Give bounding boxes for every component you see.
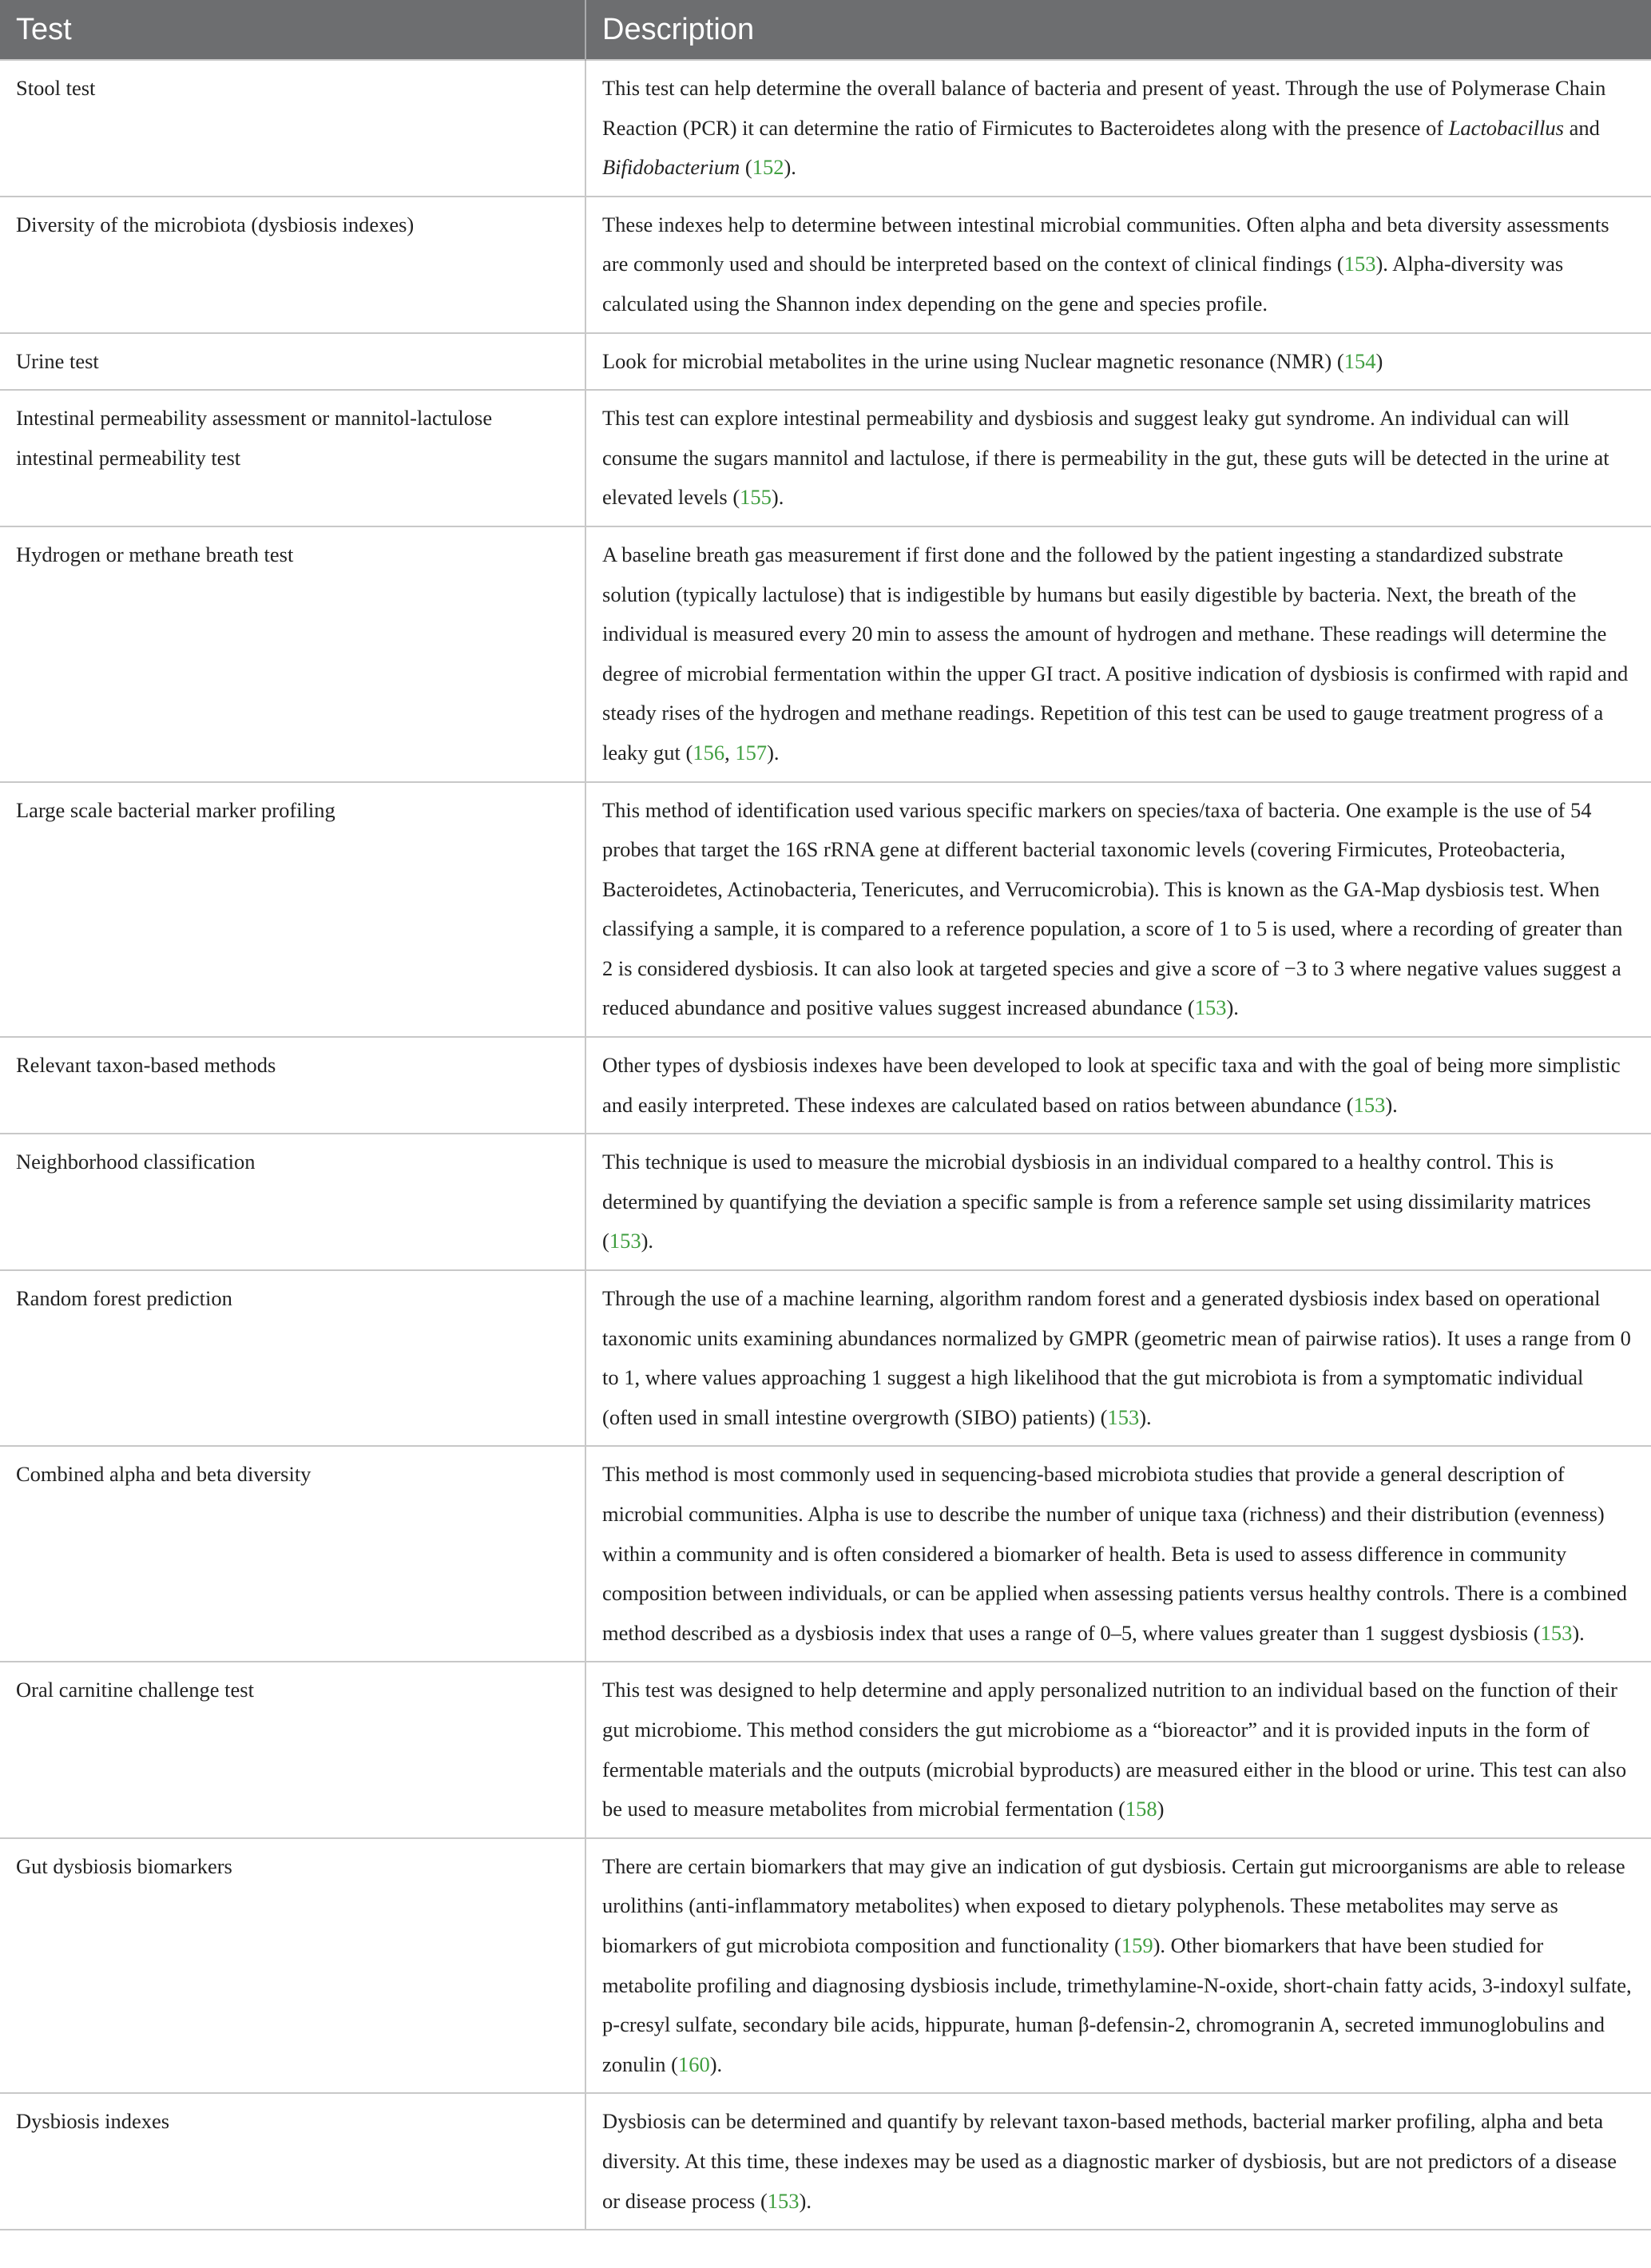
table-row xyxy=(0,333,1651,391)
table-row xyxy=(0,1270,1651,1446)
description-text: Look for microbial metabolites in the urine using Nuclear magnetic resonance (NMR) ( xyxy=(602,348,1344,373)
description-cell xyxy=(585,1446,1651,1662)
description-text: , xyxy=(724,740,736,765)
description-text: ). xyxy=(709,2052,723,2076)
description-cell xyxy=(585,782,1651,1038)
description-text: This test can explore intestinal permeability and dysbiosis and suggest leaky gut syndrome. An individual can will consume the sugars mannitol and lactulose, if there is permeability in the gut, these guts will be detected in the urine at elevated levels ( xyxy=(602,406,1609,510)
reference-link[interactable]: 152 xyxy=(752,155,784,180)
reference-link[interactable]: 156 xyxy=(693,740,725,765)
table-row xyxy=(0,1037,1651,1134)
test-name-cell: Gut dysbiosis biomarkers xyxy=(0,1838,585,2094)
table-row xyxy=(0,782,1651,1038)
description-cell xyxy=(585,1662,1651,1837)
reference-link[interactable]: 153 xyxy=(1194,995,1227,1020)
description-cell xyxy=(585,1270,1651,1446)
description-text: ). xyxy=(1226,995,1239,1020)
description-text: This method is most commonly used in sequencing-based microbiota studies that provide a general description of microbial communities. Alpha is use to describe the number of unique taxa (richness) and their distribution (evenness) within a community and is often considered a biomarker of health. Beta is used to assess difference in community composition between individuals, or can be applied when assessing patients versus healthy controls. There is a combined method described as a dysbiosis index that uses a range of 0–5, where values greater than 1 suggest dysbiosis ( xyxy=(602,1462,1627,1645)
description-text: ). Alpha-diversity was calculated using the Shannon index depending on the gene and species profile. xyxy=(602,252,1564,316)
description-text: ( xyxy=(740,155,752,180)
test-name-cell: Combined alpha and beta diversity xyxy=(0,1446,585,1662)
test-name-cell: Oral carnitine challenge test xyxy=(0,1662,585,1837)
description-cell xyxy=(585,2093,1651,2230)
description-text: Dysbiosis can be determined and quantify by relevant taxon-based methods, bacterial marker profiling, alpha and beta diversity. At this time, these indexes may be used as a diagnostic marker of dysbiosis, but are not predictors of a disease or disease process ( xyxy=(602,2109,1617,2213)
description-text: This method of identification used various specific markers on species/taxa of bacteria. One example is the use of 54 probes that target the 16S rRNA gene at different bacterial taxonomic levels (covering Firmicutes, Proteobacteria, Bacteroidetes, Actinobacteria, Tenericutes, and Verrucomicrobia). This is known as the GA-Map dysbiosis test. When classifying a sample, it is compared to a reference population, a score of 1 to 5 is used, where a recording of greater than 2 is considered dysbiosis. It can also look at targeted species and give a score of −3 to 3 where negative values suggest a reduced abundance and positive values suggest increased abundance ( xyxy=(602,797,1623,1020)
test-name-cell: Relevant taxon-based methods xyxy=(0,1037,585,1134)
reference-link[interactable]: 158 xyxy=(1125,1797,1157,1821)
header-row xyxy=(0,0,1651,60)
description-text: Through the use of a machine learning, algorithm random forest and a generated dysbiosis index based on operational taxonomic units examining abundances normalized by GMPR (geometric mean of pairwise ratios). It uses a range from 0 to 1, where values approaching 1 suggest a high likelihood that the gut microbiota is from a symptomatic individual (often used in small intestine overgrowth (SIBO) patients) ( xyxy=(602,1286,1631,1429)
description-text: ). xyxy=(784,155,796,180)
description-cell xyxy=(585,197,1651,333)
taxon-name: Bifidobacterium xyxy=(602,155,740,180)
reference-link[interactable]: 154 xyxy=(1343,348,1376,373)
table-row xyxy=(0,60,1651,197)
description-text: There are certain biomarkers that may give an indication of gut dysbiosis. Certain gut microorganisms are able to release urolithins (anti-inflammatory metabolites) when exposed to dietary polyphenols. These metabolites may serve as biomarkers of gut microbiota composition and functionality ( xyxy=(602,1853,1625,1957)
description-text: This test can help determine the overall balance of bacteria and present of yeast. Through the use of Polymerase Chain Reaction (PCR) it can determine the ratio of Firmicutes to Bacteroidetes along with the presence of xyxy=(602,76,1606,140)
reference-link[interactable]: 159 xyxy=(1121,1932,1153,1957)
table-row xyxy=(0,2093,1651,2230)
description-cell xyxy=(585,526,1651,782)
test-name-cell: Stool test xyxy=(0,60,585,197)
description-cell xyxy=(585,1037,1651,1134)
table-body xyxy=(0,60,1651,2230)
description-text: These indexes help to determine between intestinal microbial communities. Often alpha and beta diversity assessments are commonly used and should be interpreted based on the context of clinical findings ( xyxy=(602,212,1609,276)
table-row xyxy=(0,1134,1651,1270)
reference-link[interactable]: 153 xyxy=(609,1229,641,1253)
description-text: ). xyxy=(771,485,784,510)
description-text: ). xyxy=(799,2188,812,2213)
description-text: and xyxy=(1563,115,1600,140)
description-text: ). xyxy=(641,1229,654,1253)
test-name-cell: Hydrogen or methane breath test xyxy=(0,526,585,782)
header-test: Test xyxy=(0,0,585,60)
test-name-cell: Urine test xyxy=(0,333,585,391)
test-name-cell: Diversity of the microbiota (dysbiosis indexes) xyxy=(0,197,585,333)
reference-link[interactable]: 153 xyxy=(1353,1092,1386,1117)
taxon-name: Lactobacillus xyxy=(1448,115,1564,140)
description-text: ) xyxy=(1157,1797,1165,1821)
description-text: This technique is used to measure the microbial dysbiosis in an individual compared to a healthy control. This is determined by quantifying the deviation a specific sample is from a reference sample set using dissimilarity matrices ( xyxy=(602,1150,1591,1253)
description-text: ). xyxy=(1385,1092,1398,1117)
reference-link[interactable]: 160 xyxy=(677,2052,710,2076)
test-name-cell: Dysbiosis indexes xyxy=(0,2093,585,2230)
reference-link[interactable]: 153 xyxy=(1107,1404,1140,1429)
table-row xyxy=(0,390,1651,526)
description-text: ). xyxy=(767,740,780,765)
description-text: ) xyxy=(1375,348,1383,373)
description-cell xyxy=(585,60,1651,197)
description-text: This test was designed to help determine and apply personalized nutrition to an individual based on the function of their gut microbiome. This method considers the gut microbiome as a “bioreactor” and it is provided inputs in the form of fermentable materials and the outputs (microbial byproducts) are measured either in the blood or urine. This test can also be used to measure metabolites from microbial fermentation ( xyxy=(602,1678,1627,1821)
table-row xyxy=(0,1838,1651,2094)
reference-link[interactable]: 153 xyxy=(767,2188,800,2213)
table-row xyxy=(0,1446,1651,1662)
reference-link[interactable]: 157 xyxy=(735,740,768,765)
reference-link[interactable]: 155 xyxy=(740,485,772,510)
description-cell xyxy=(585,390,1651,526)
description-text: A baseline breath gas measurement if first done and the followed by the patient ingesting a standardized substrate solution (typically lactulose) that is indigestible by humans but easily digestible by bacteria. Next, the breath of the individual is measured every 20 min to assess the amount of hydrogen and methane. These readings will determine the degree of microbial fermentation within the upper GI tract. A positive indication of dysbiosis is confirmed with rapid and steady rises of the hydrogen and methane readings. Repetition of this test can be used to gauge treatment progress of a leaky gut ( xyxy=(602,542,1629,765)
description-cell xyxy=(585,333,1651,391)
description-text: Other types of dysbiosis indexes have been developed to look at specific taxa and with the goal of being more simplistic and easily interpreted. These indexes are calculated based on ratios between abundance ( xyxy=(602,1053,1621,1117)
table-row xyxy=(0,526,1651,782)
test-name-cell: Intestinal permeability assessment or mannitol-lactulose intestinal permeability test xyxy=(0,390,585,526)
description-text: ). xyxy=(1139,1404,1152,1429)
description-cell xyxy=(585,1134,1651,1270)
test-name-cell: Neighborhood classification xyxy=(0,1134,585,1270)
description-cell xyxy=(585,1838,1651,2094)
description-text: ). xyxy=(1572,1620,1585,1645)
test-name-cell: Large scale bacterial marker profiling xyxy=(0,782,585,1038)
description-text: ). Other biomarkers that have been studied for metabolite profiling and diagnosing dysbiosis include, trimethylamine-N-oxide, short-chain fatty acids, 3-indoxyl sulfate, p-cresyl sulfate, secondary bile acids, hippurate, human β-defensin-2, chromogranin A, secreted immunoglobulins and zonulin ( xyxy=(602,1932,1632,2076)
reference-link[interactable]: 153 xyxy=(1343,252,1376,276)
table-row xyxy=(0,1662,1651,1837)
table-row xyxy=(0,197,1651,333)
test-name-cell: Random forest prediction xyxy=(0,1270,585,1446)
header-description: Description xyxy=(585,0,1651,60)
reference-link[interactable]: 153 xyxy=(1540,1620,1573,1645)
